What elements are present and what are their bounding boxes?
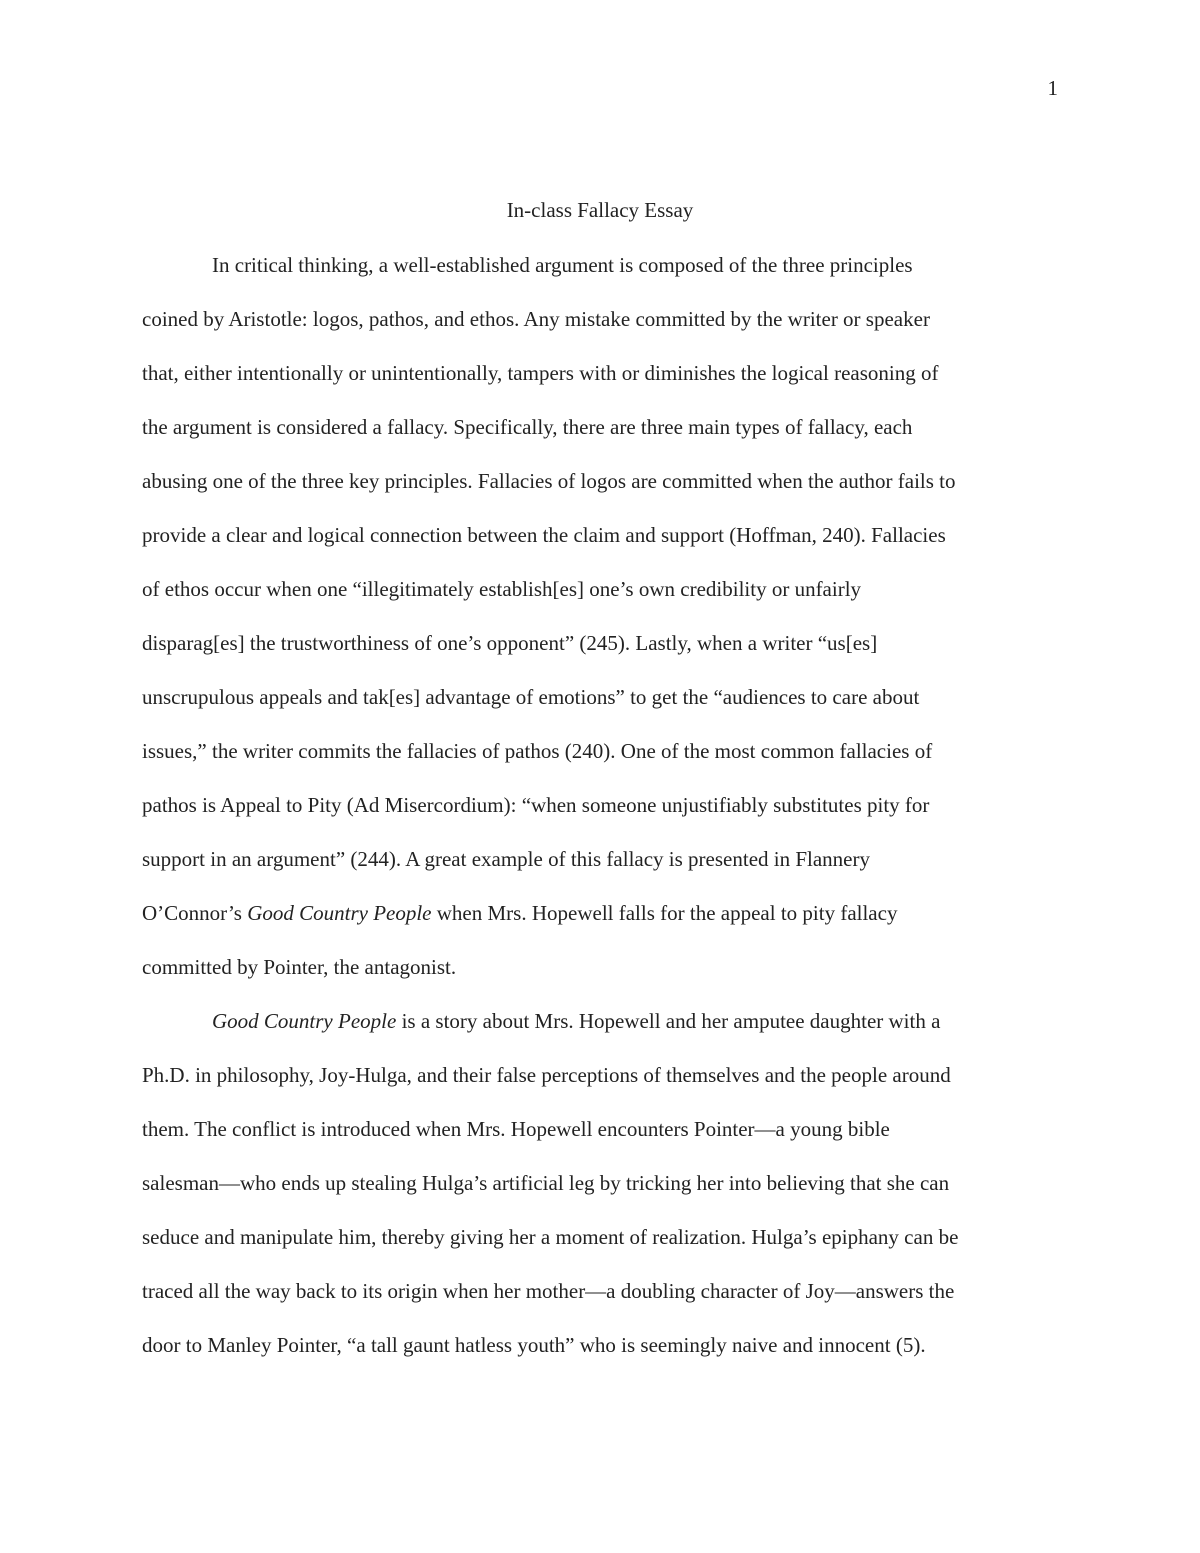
text-line: abusing one of the three key principles. Fallacies of logos are committed when the author fails to [142,469,956,493]
book-title-italic: Good Country People [212,1009,397,1033]
text-line: them. The conflict is introduced when Mrs. Hopewell encounters Pointer—a young bible [142,1117,890,1141]
text-line: In critical thinking, a well-established argument is composed of the three principles [212,253,913,277]
text-line: provide a clear and logical connection between the claim and support (Hoffman, 240). Fallacies [142,523,946,547]
text-line [212,1007,940,1035]
text-line: traced all the way back to its origin when her mother—a doubling character of Joy—answers the [142,1279,955,1303]
text-line: Ph.D. in philosophy, Joy-Hulga, and their false perceptions of themselves and the people around [142,1063,951,1087]
text-line: door to Manley Pointer, “a tall gaunt hatless youth” who is seemingly naive and innocent (5). [142,1333,926,1357]
text-run: when Mrs. Hopewell falls for the appeal to pity fallacy [431,901,898,925]
text-line: of ethos occur when one “illegitimately establish[es] one’s own credibility or unfairly [142,577,862,601]
page-number: 1 [1047,76,1058,100]
text-line: pathos is Appeal to Pity (Ad Misercordium): “when someone unjustifiably substitutes pity for [142,793,930,817]
text-line: seduce and manipulate him, thereby giving her a moment of realization. Hulga’s epiphany can be [142,1225,959,1249]
text-run: is a story about Mrs. Hopewell and her amputee daughter with a [396,1009,941,1033]
book-title-italic: Good Country People [247,901,432,925]
essay-title: In-class Fallacy Essay [506,198,694,222]
text-line: support in an argument” (244). A great example of this fallacy is presented in Flannery [142,847,870,871]
text-line: salesman—who ends up stealing Hulga’s artificial leg by tricking her into believing that she can [142,1171,950,1195]
text-run: O’Connor’s [142,901,248,925]
text-line: coined by Aristotle: logos, pathos, and ethos. Any mistake committed by the writer or speaker [142,307,930,331]
text-line [142,899,897,927]
text-line: the argument is considered a fallacy. Specifically, there are three main types of fallacy, each [142,415,913,439]
text-line: committed by Pointer, the antagonist. [142,955,457,979]
text-line: that, either intentionally or unintentionally, tampers with or diminishes the logical reasoning of [142,361,939,385]
text-line: disparag[es] the trustworthiness of one’s opponent” (245). Lastly, when a writer “us[es] [142,631,878,655]
text-line: issues,” the writer commits the fallacies of pathos (240). One of the most common fallacies of [142,739,933,763]
text-line: unscrupulous appeals and tak[es] advantage of emotions” to get the “audiences to care about [142,685,920,709]
